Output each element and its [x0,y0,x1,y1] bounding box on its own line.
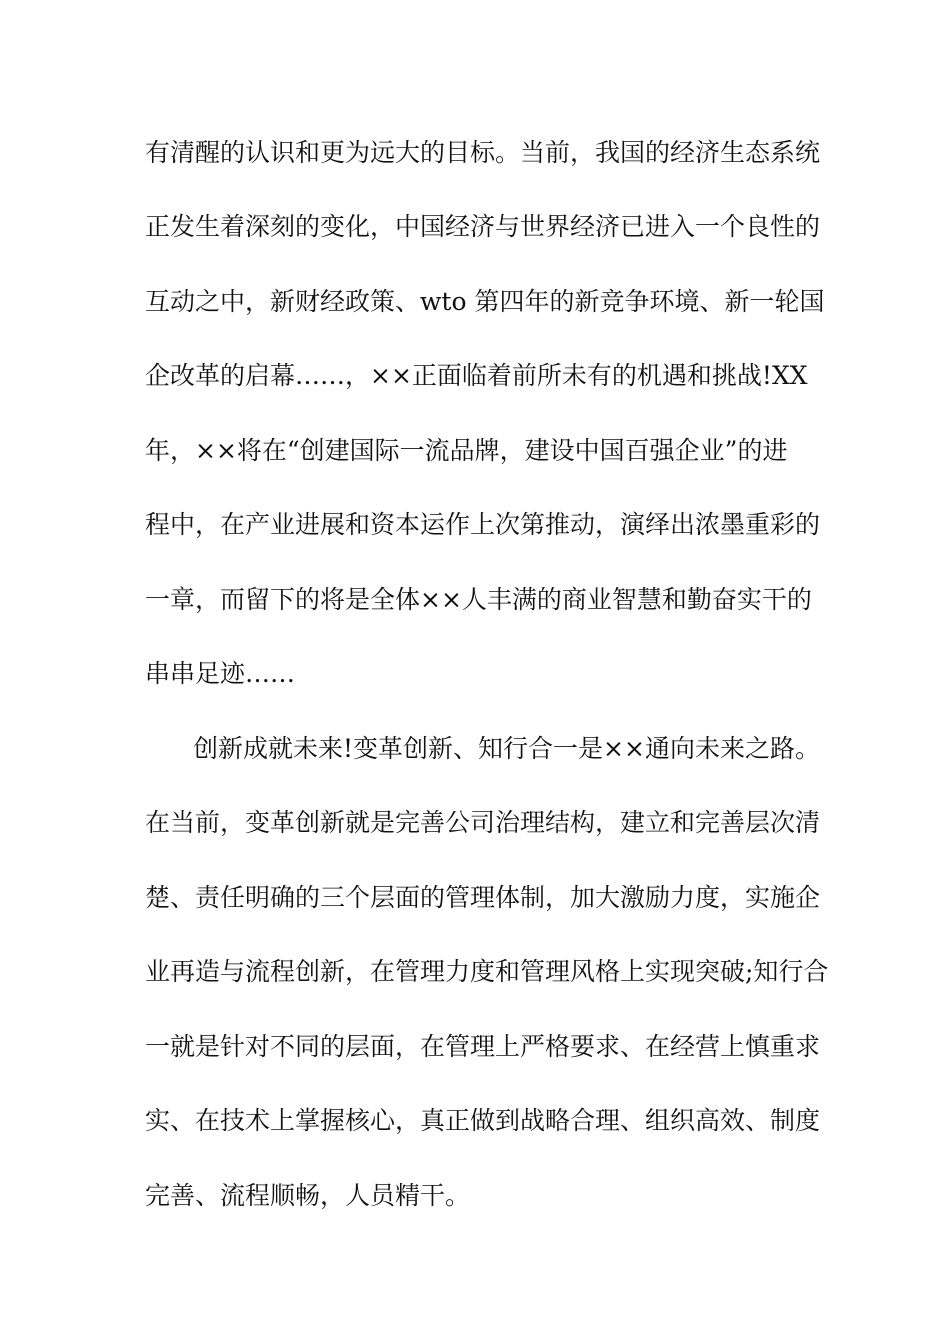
text-line: 年，××将在“创建国际一流品牌，建设中国百强企业”的进 [145,436,788,465]
text-line: 互动之中，新财经政策、wto 第四年的新竞争环境、新一轮国 [145,287,825,316]
text-line: 一章，而留下的将是全体××人丰满的商业智慧和勤奋实干的 [145,585,812,614]
text-line: 正发生着深刻的变化，中国经济与世界经济已进入一个良性的 [145,212,821,241]
text-line: 业再造与流程创新，在管理力度和管理风格上实现突破;知行合 [145,957,829,986]
text-line: 完善、流程顺畅，人员精干。 [145,1181,471,1210]
text-line: 有清醒的认识和更为远大的目标。当前，我国的经济生态系统 [145,138,821,167]
text-line: 在当前，变革创新就是完善公司治理结构，建立和完善层次清 [145,808,821,837]
text-line: 实、在技术上掌握核心，真正做到战略合理、组织高效、制度 [145,1106,821,1135]
text-line: 楚、责任明确的三个层面的管理体制，加大激励力度，实施企 [145,883,821,912]
text-line: 创新成就未来!变革创新、知行合一是××通向未来之路。 [193,734,820,763]
text-line: 企改革的启幕……，××正面临着前所未有的机遇和挑战!XX [145,361,808,390]
text-line: 串串足迹…… [145,659,296,688]
text-line: 一就是针对不同的层面，在管理上严格要求、在经营上慎重求 [145,1032,821,1061]
text-line: 程中，在产业进展和资本运作上次第推动，演绎出浓墨重彩的 [145,510,821,539]
